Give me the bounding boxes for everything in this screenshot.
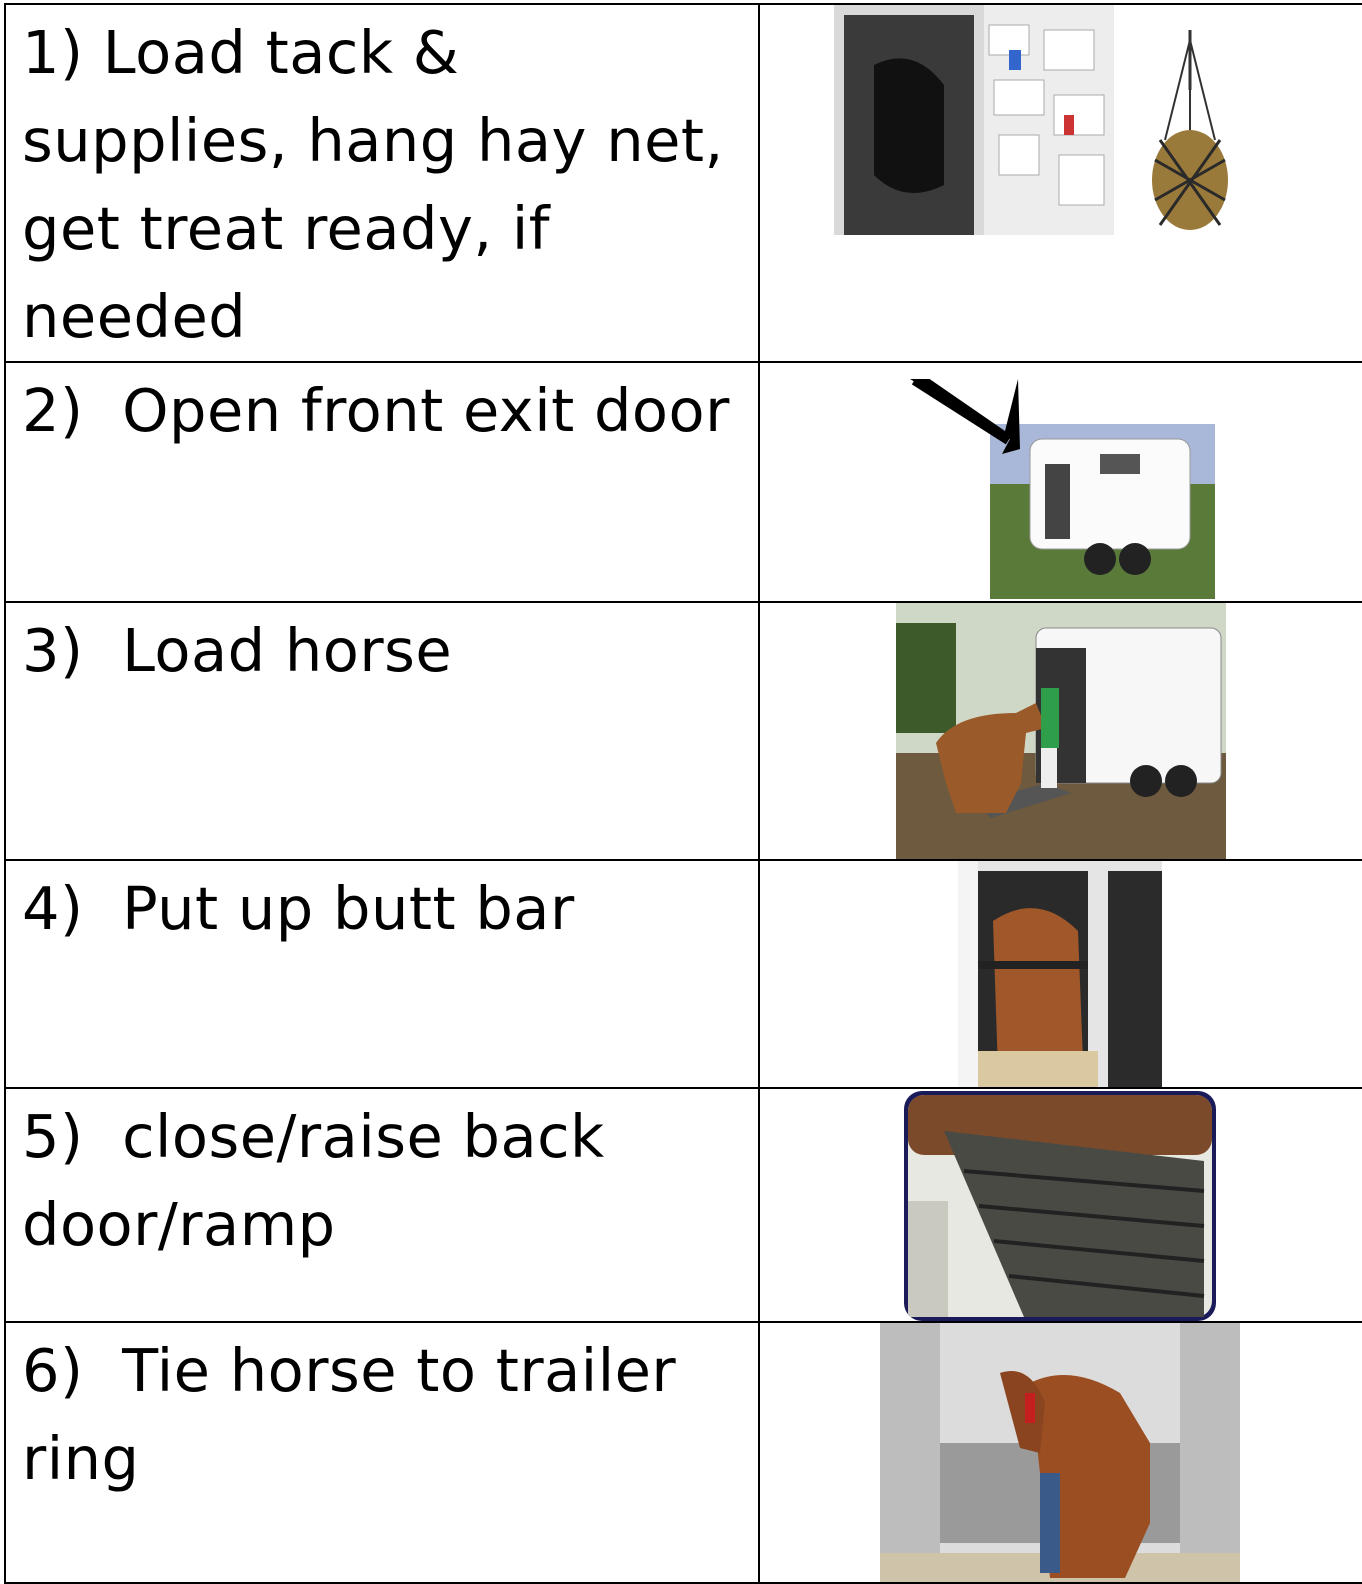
step-image-cell	[759, 602, 1362, 860]
tack-compartment-image	[834, 5, 1114, 235]
step-text-cell	[5, 4, 759, 362]
load-horse-image	[896, 603, 1226, 859]
step-text-cell	[5, 1322, 759, 1583]
step-5-text: 5) close/raise back door/ramp	[22, 1102, 624, 1259]
tie-horse-image	[880, 1323, 1240, 1583]
step-row-3	[5, 602, 1362, 860]
step-image-cell	[759, 362, 1362, 602]
ramp-image	[904, 1091, 1216, 1321]
step-row-1	[5, 4, 1362, 362]
trailer-front-door-image	[910, 379, 1220, 599]
step-image-cell	[759, 860, 1362, 1088]
step-row-5	[5, 1088, 1362, 1322]
step-3-text: 3) Load horse	[22, 616, 453, 685]
step-text-cell	[5, 860, 759, 1088]
steps-table	[4, 3, 1362, 1584]
butt-bar-image	[958, 861, 1162, 1087]
step-4-text: 4) Put up butt bar	[22, 874, 575, 943]
step-image-cell	[759, 4, 1362, 362]
step-2-text: 2) Open front exit door	[22, 376, 730, 445]
hay-net-image	[1150, 30, 1230, 235]
step-row-6	[5, 1322, 1362, 1583]
step-row-2	[5, 362, 1362, 602]
step-text-cell	[5, 362, 759, 602]
step-image-cell	[759, 1322, 1362, 1583]
step-text-cell	[5, 1088, 759, 1322]
step-6-text: 6) Tie horse to trailer ring	[22, 1336, 696, 1493]
step-text-cell	[5, 602, 759, 860]
step-1-text: 1) Load tack & supplies, hang hay net, get treat ready, if needed	[22, 18, 744, 351]
step-image-cell	[759, 1088, 1362, 1322]
step-row-4	[5, 860, 1362, 1088]
